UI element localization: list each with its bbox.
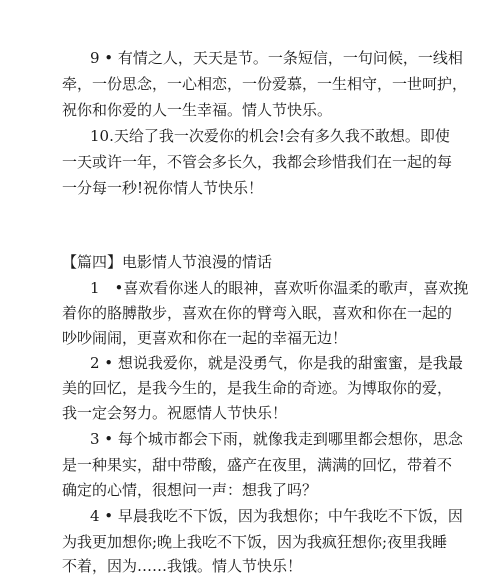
paragraph-2-line-3: 我一定会努力。祝愿情人节快乐！ — [62, 404, 288, 422]
paragraph-4-line-1: 4 • 早晨我吃不下饭，因为我想你；中午我吃不下饭，因 — [90, 507, 463, 525]
paragraph-3-line-1: 3 • 每个城市都会下雨，就像我走到哪里都会想你，思念 — [90, 430, 463, 448]
paragraph-2-line-2: 美的回忆，是我今生的，是我生命的奇迹。为博取你的爱， — [62, 379, 453, 397]
paragraph-10-line-3: 一分每一秒!祝你情人节快乐！ — [62, 179, 264, 197]
paragraph-9-line-3: 祝你和你爱的人一生幸福。情人节快乐。 — [62, 101, 333, 119]
paragraph-10-line-1: 10.天给了我一次爱你的机会!会有多久我不敢想。即使 — [90, 127, 450, 145]
paragraph-10-line-2: 一天或许一年，不管会多长久，我都会珍惜我们在一起的每 — [62, 153, 453, 171]
paragraph-9-line-1: 9 • 有情之人，天天是节。一条短信，一句问候，一线相 — [90, 49, 463, 67]
paragraph-9-line-2: 牵，一份思念，一心相恋，一份爱慕，一生相守，一世呵护， — [62, 75, 468, 93]
paragraph-1-line-2: 着你的胳膊散步，喜欢在你的臂弯入眠，喜欢和你在一起的 — [62, 304, 453, 322]
paragraph-3-line-3: 确定的心情，很想问一声：想我了吗？ — [62, 481, 318, 499]
paragraph-3-line-2: 是一种果实，甜中带酸，盛产在夜里，满满的回忆，带着不 — [62, 456, 453, 474]
paragraph-1-line-1: 1 •喜欢看你迷人的眼神，喜欢听你温柔的歌声，喜欢挽 — [90, 279, 469, 297]
section-heading: 【篇四】电影情人节浪漫的情话 — [62, 253, 273, 271]
paragraph-4-line-2: 为我更加想你;晚上我吃不下饭，因为我疯狂想你;夜里我睡 — [62, 533, 448, 551]
paragraph-4-line-3: 不着，因为……我饿。情人节快乐！ — [62, 557, 303, 575]
paragraph-2-line-1: 2 • 想说我爱你，就是没勇气，你是我的甜蜜蜜，是我最 — [90, 354, 463, 372]
paragraph-1-line-3: 吵吵闹闹，更喜欢和你在一起的幸福无边！ — [62, 329, 348, 347]
